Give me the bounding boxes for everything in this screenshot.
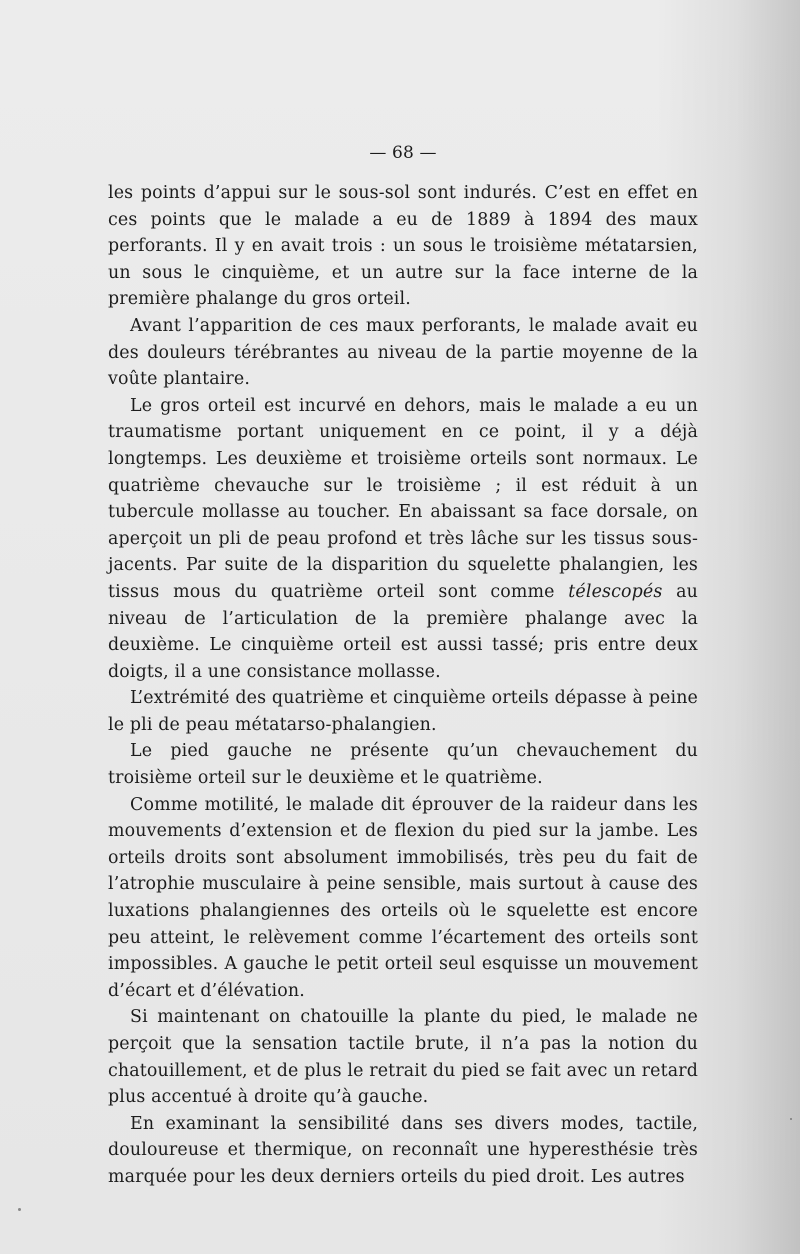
paragraph-7: Si maintenant on chatouille la plante du pied, le malade ne perçoit que la sensation tactile brute, il n’a pas la notion du chatouillement, et de plus le retrait du pied se fait avec un retard plus accentué à droite qu’à gauche. xyxy=(108,1007,698,1108)
paragraph-3-text-before: Le gros orteil est incurvé en dehors, mais le malade a eu un traumatisme portant uniquement en ce point, il y a déjà longtemps. Les deuxième et troisième orteils sont normaux. Le quatrième chevauche sur le troisième ; il est réduit à un tubercule mollasse au toucher. En abaissant sa face dorsale, on aperçoit un pli de peau profond et très lâche sur les tissus sous-jacents. Par suite de la disparition du squelette phalangien, les tissus mous du quatrième orteil sont comme xyxy=(108,395,698,602)
paragraph-1: les points d’appui sur le sous-sol sont indurés. C’est en effet en ces points que le malade a eu de 1889 à 1894 des maux perforants. Il y en avait trois : un sous le troisième métatarsien, un sous le cinquième, et un autre sur la face interne de la première phalange du gros orteil. xyxy=(108,183,698,310)
paragraph-5: Le pied gauche ne présente qu’un chevauchement du troisième orteil sur le deuxième et le quatrième. xyxy=(108,741,698,789)
ink-speck xyxy=(790,1118,792,1120)
paragraph-4: L’extrémité des quatrième et cinquième orteils dépasse à peine le pli de peau métatarso-phalangien. xyxy=(108,688,698,735)
paragraph-8: En examinant la sensibilité dans ses divers modes, tactile, douloureuse et thermique, on reconnaît une hyperesthésie très marquée pour les deux derniers orteils du pied droit. Les autres xyxy=(108,1113,698,1187)
paragraph-6: Comme motilité, le malade dit éprouver de la raideur dans les mouvements d’extension et de flexion du pied sur la jambe. Les orteils droits sont absolument immobilisés, très peu du fait de l’atrophie musculaire à peine sensible, mais surtout à cause des luxations phalangiennes des orteils où le squelette est encore peu atteint, le relèvement comme l’écartement des orteils sont impossibles. A gauche le petit orteil seul esquisse un mouvement d’écart et d’élévation. xyxy=(108,794,698,1001)
paragraph-3 xyxy=(108,393,698,686)
ink-speck xyxy=(18,1208,21,1211)
page-number: — 68 — xyxy=(369,143,437,163)
paragraph-2: Avant l’apparition de ces maux perforants, le malade avait eu des douleurs térébrantes au niveau de la partie moyenne de la voûte plantaire. xyxy=(108,315,698,390)
paragraph-3-text-after: au niveau de l’articulation de la première phalange avec la deuxième. Le cinquième orteil est aussi tassé; pris entre deux doigts, il a une consistance mollasse. xyxy=(108,581,698,682)
page-text xyxy=(108,140,698,1191)
italic-term-telescopes: télescopés xyxy=(568,581,663,602)
